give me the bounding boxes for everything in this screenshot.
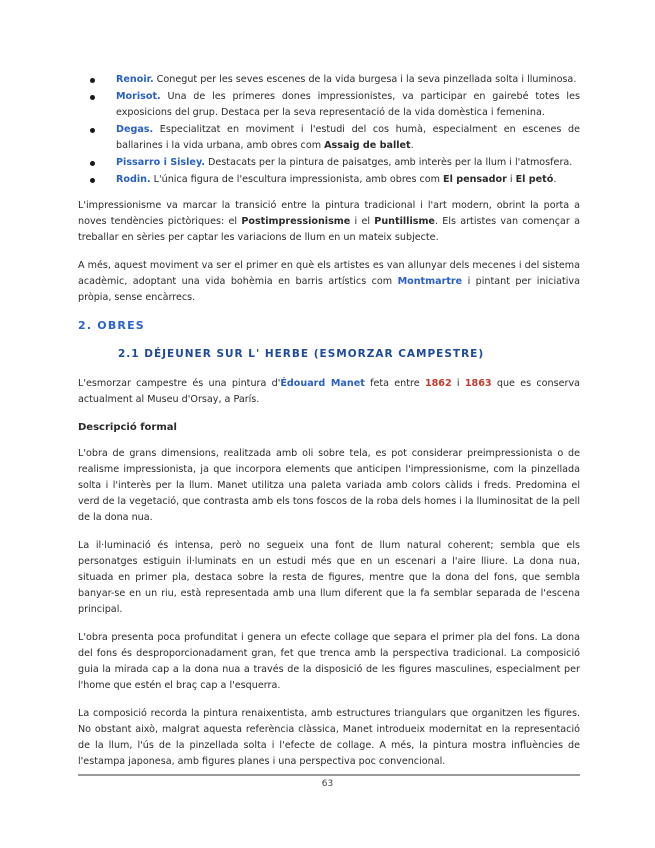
list-item-text: .: [410, 140, 414, 151]
paragraph-bohemian: A més, aquest moviment va ser el primer en què els artistes es van allunyar dels mecenes i del sistema acadèmic, adoptant una vida bohèmia en barris artístics com Montmartre i pintant per iniciativa pròpia, sense encàrrecs.: [78, 260, 580, 303]
subsection-heading: 2.1 DÉJEUNER SUR L' HERBE (ESMORZAR CAMPESTRE): [118, 348, 485, 360]
description-heading: Descripció formal: [78, 422, 177, 433]
paragraph: La composició recorda la pintura renaixentista, amb estructures triangulars que organitzen les figures. No obstant això, malgrat aquesta referència clàssica, Manet introdueix modernitat en la representació de la llum, l'ús de la pinzellada solta i l'efecte de collage. A més, la pintura mostra influències de l'estampa japonesa, amb figures planes i una perspectiva poc convencional.: [78, 708, 580, 767]
place-name: Montmartre: [397, 276, 463, 287]
artist-name: Renoir.: [116, 74, 154, 85]
footer-divider: [78, 774, 580, 776]
paragraph: L'obra de grans dimensions, realitzada amb oli sobre tela, es pot considerar preimpressionista o de realisme impressionista, ja que incorpora elements que anticipen l'impressionisme, com la pinzellada solta i l'interès per la llum. Manet utilitza una paleta variada amb colors càlids i freds. Predomina el verd de la vegetació, que contrasta amb els tons foscos de la roba dels homes i la lluminositat de la pell de la dona nua.: [78, 448, 581, 523]
artwork-title: El petó: [515, 174, 554, 185]
artist-name: Rodin.: [116, 174, 151, 185]
list-item-text: L'única figura de l'escultura impressionista, amb obres com: [150, 174, 444, 185]
artist-name: Morisot.: [116, 91, 161, 102]
movement-name: Puntillisme: [374, 216, 435, 227]
page-number: 63: [321, 779, 334, 789]
list-item: [78, 155, 580, 171]
list-item-text: Destacats per la pintura de paisatges, amb interès per la llum i l'atmosfera.: [204, 157, 573, 168]
artist-name: Pissarro i Sisley.: [116, 157, 205, 168]
paragraph-transition: L'impressionisme va marcar la transició entre la pintura tradicional i l'art modern, obrint la porta a noves tendències pictòriques: el Postimpressionisme i el Puntillisme. Els artistes van començar a treballar en sèries per captar les variacions de llum en un mateix subjecte.: [78, 200, 580, 243]
paragraph: La il·luminació és intensa, però no segueix una font de llum natural coherent; sembla que els personatges estiguin il·luminats en un estudi més que en un escenari a l'aire lliure. La dona nua, situada en primer pla, destaca sobre la resta de figures, mentre que la dona del fons, que sembla banyar-se en un riu, està representada amb una llum diferent que la fa semblar separada de l'escena principal.: [78, 540, 580, 615]
list-item-text: i: [506, 174, 516, 185]
list-item: [78, 122, 580, 154]
paragraph: L'obra presenta poca profunditat i genera un efecte collage que separa el primer pla del fons. La dona del fons és desproporcionadament gran, fet que trenca amb la perspectiva tradicional. La composició guia la mirada cap a la dona nua a través de la disposició de les figures masculines, especialment per l'home que estén el braç cap a l'esquerra.: [78, 632, 580, 691]
section-heading: 2. OBRES: [78, 319, 145, 332]
year: 1863: [464, 378, 492, 389]
artist-name: Degas.: [116, 124, 154, 135]
movement-name: Postimpressionisme: [241, 216, 351, 227]
paragraph-intro: L'esmorzar campestre és una pintura d'Édouard Manet feta entre 1862 i 1863 que es conserva actualment al Museu d'Orsay, a París.: [78, 378, 581, 405]
list-item-text: Especialitzat en moviment i l'estudi del cos humà, especialment en escenes de ballarines i la vida urbana, amb obres com: [116, 124, 580, 151]
page-body: [78, 72, 580, 782]
artwork-title: El pensador: [443, 174, 507, 185]
list-item: [78, 172, 580, 188]
list-item: [78, 72, 580, 88]
artist-link: Édouard Manet: [280, 378, 365, 389]
artist-list: [78, 72, 580, 188]
list-item-text: .: [553, 174, 557, 185]
artwork-title: Assaig de ballet: [324, 140, 411, 151]
year: 1862: [424, 378, 452, 389]
list-item-text: Conegut per les seves escenes de la vida burgesa i la seva pinzellada solta i lluminosa.: [153, 74, 577, 85]
list-item: [78, 89, 580, 121]
list-item-text: Una de les primeres dones impressionistes, va participar en gairebé totes les exposicions del grup. Destaca per la seva representació de la vida domèstica i femenina.: [116, 91, 580, 118]
